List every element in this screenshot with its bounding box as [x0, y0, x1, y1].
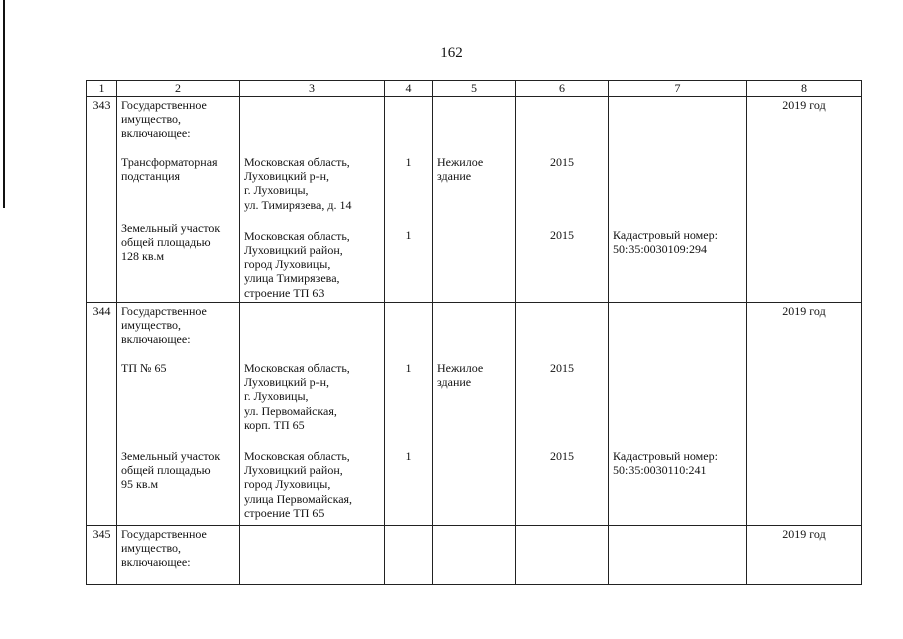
table-row-345: [87, 526, 862, 585]
year-built-value: 2015: [550, 228, 574, 243]
row-number: 345: [87, 526, 117, 585]
year-built-cell: [516, 303, 609, 526]
column-header: 8: [747, 81, 862, 97]
object-name-line: Трансформаторная: [121, 154, 218, 169]
year-cell: 2019 год: [747, 526, 862, 585]
address-line: ул. Тимирязева, д. 14: [244, 197, 352, 212]
quantity-cell: [385, 303, 433, 526]
object-name-line: Земельный участок: [121, 221, 221, 236]
address-line: Луховицкий район,: [244, 243, 343, 258]
address-line: Луховицкий р-н,: [244, 169, 329, 184]
object-name-line: 128 кв.м: [121, 249, 165, 264]
cadastral-cell: [609, 526, 747, 585]
object-type-line: Нежилое: [437, 155, 484, 169]
object-name-line: ТП № 65: [121, 360, 167, 375]
page-number: 162: [440, 45, 463, 61]
cadastral-line: Кадастровый номер:: [613, 449, 718, 463]
address-line: город Луховицы,: [244, 257, 331, 272]
column-header: 6: [516, 81, 609, 97]
object-name-cell: [117, 526, 240, 585]
address-line: корп. ТП 65: [244, 417, 305, 432]
address-line: строение ТП 65: [244, 505, 325, 520]
property-table: [86, 80, 862, 585]
column-header: 3: [240, 81, 385, 97]
group-title-line: имущество,: [121, 318, 182, 333]
row-number: 343: [87, 97, 117, 303]
left-margin-rule: [3, 0, 5, 208]
address-line: г. Луховицы,: [244, 183, 309, 198]
group-title-line: Государственное: [121, 98, 207, 112]
cadastral-line: 50:35:0030110:241: [613, 463, 707, 478]
quantity-value: 1: [405, 228, 412, 243]
quantity-cell: [385, 526, 433, 585]
group-title-line: включающее:: [121, 126, 191, 141]
object-name-cell: [117, 303, 240, 526]
column-header: 5: [433, 81, 516, 97]
column-header: 2: [117, 81, 240, 97]
object-type-cell: [433, 303, 516, 526]
table-row-344: [87, 303, 862, 526]
object-name-line: 95 кв.м: [121, 477, 159, 492]
address-line: Московская область,: [244, 361, 350, 375]
group-title-line: включающее:: [121, 555, 191, 570]
object-name-line: подстанция: [121, 168, 181, 183]
year-built-value: 2015: [550, 155, 574, 169]
object-type-cell: [433, 97, 516, 303]
column-header: 4: [385, 81, 433, 97]
address-cell: [240, 303, 385, 526]
address-line: Московская область,: [244, 449, 350, 464]
row-number: 344: [87, 303, 117, 526]
address-line: строение ТП 63: [244, 285, 325, 300]
address-line: город Луховицы,: [244, 477, 331, 492]
object-name-line: общей площадью: [121, 235, 211, 250]
group-title-line: имущество,: [121, 541, 182, 556]
address-line: улица Тимирязева,: [244, 271, 340, 286]
year-built-cell: [516, 526, 609, 585]
year-built-cell: [516, 97, 609, 303]
table-row-343: [87, 97, 862, 303]
address-line: г. Луховицы,: [244, 389, 309, 404]
group-title-line: Государственное: [121, 527, 207, 541]
group-title-line: Государственное: [121, 304, 207, 318]
column-header: 1: [87, 81, 117, 97]
quantity-cell: [385, 97, 433, 303]
address-line: Луховицкий р-н,: [244, 375, 329, 390]
column-number-row: [87, 81, 862, 97]
object-name-line: Земельный участок: [121, 448, 221, 463]
object-type-cell: [433, 526, 516, 585]
object-name-cell: [117, 97, 240, 303]
year-cell: 2019 год: [747, 303, 862, 526]
group-title-line: имущество,: [121, 112, 182, 127]
quantity-value: 1: [405, 155, 412, 169]
address-cell: [240, 526, 385, 585]
address-line: ул. Первомайская,: [244, 403, 337, 418]
cadastral-line: 50:35:0030109:294: [613, 242, 708, 257]
quantity-value: 1: [405, 449, 412, 464]
cadastral-cell: [609, 97, 747, 303]
year-built-value: 2015: [550, 361, 574, 375]
object-type-line: здание: [437, 375, 472, 390]
year-cell: 2019 год: [747, 97, 862, 303]
object-type-line: Нежилое: [437, 361, 484, 375]
address-line: улица Первомайская,: [244, 491, 353, 506]
year-built-value: 2015: [550, 449, 574, 464]
address-line: Московская область,: [244, 155, 350, 169]
address-cell: [240, 97, 385, 303]
cadastral-cell: [609, 303, 747, 526]
column-header: 7: [609, 81, 747, 97]
group-title-line: включающее:: [121, 332, 191, 347]
address-line: Московская область,: [244, 228, 350, 243]
quantity-value: 1: [405, 361, 412, 375]
object-name-line: общей площадью: [121, 463, 211, 478]
cadastral-line: Кадастровый номер:: [613, 228, 718, 242]
object-type-line: здание: [437, 169, 472, 184]
address-line: Луховицкий район,: [244, 463, 343, 478]
